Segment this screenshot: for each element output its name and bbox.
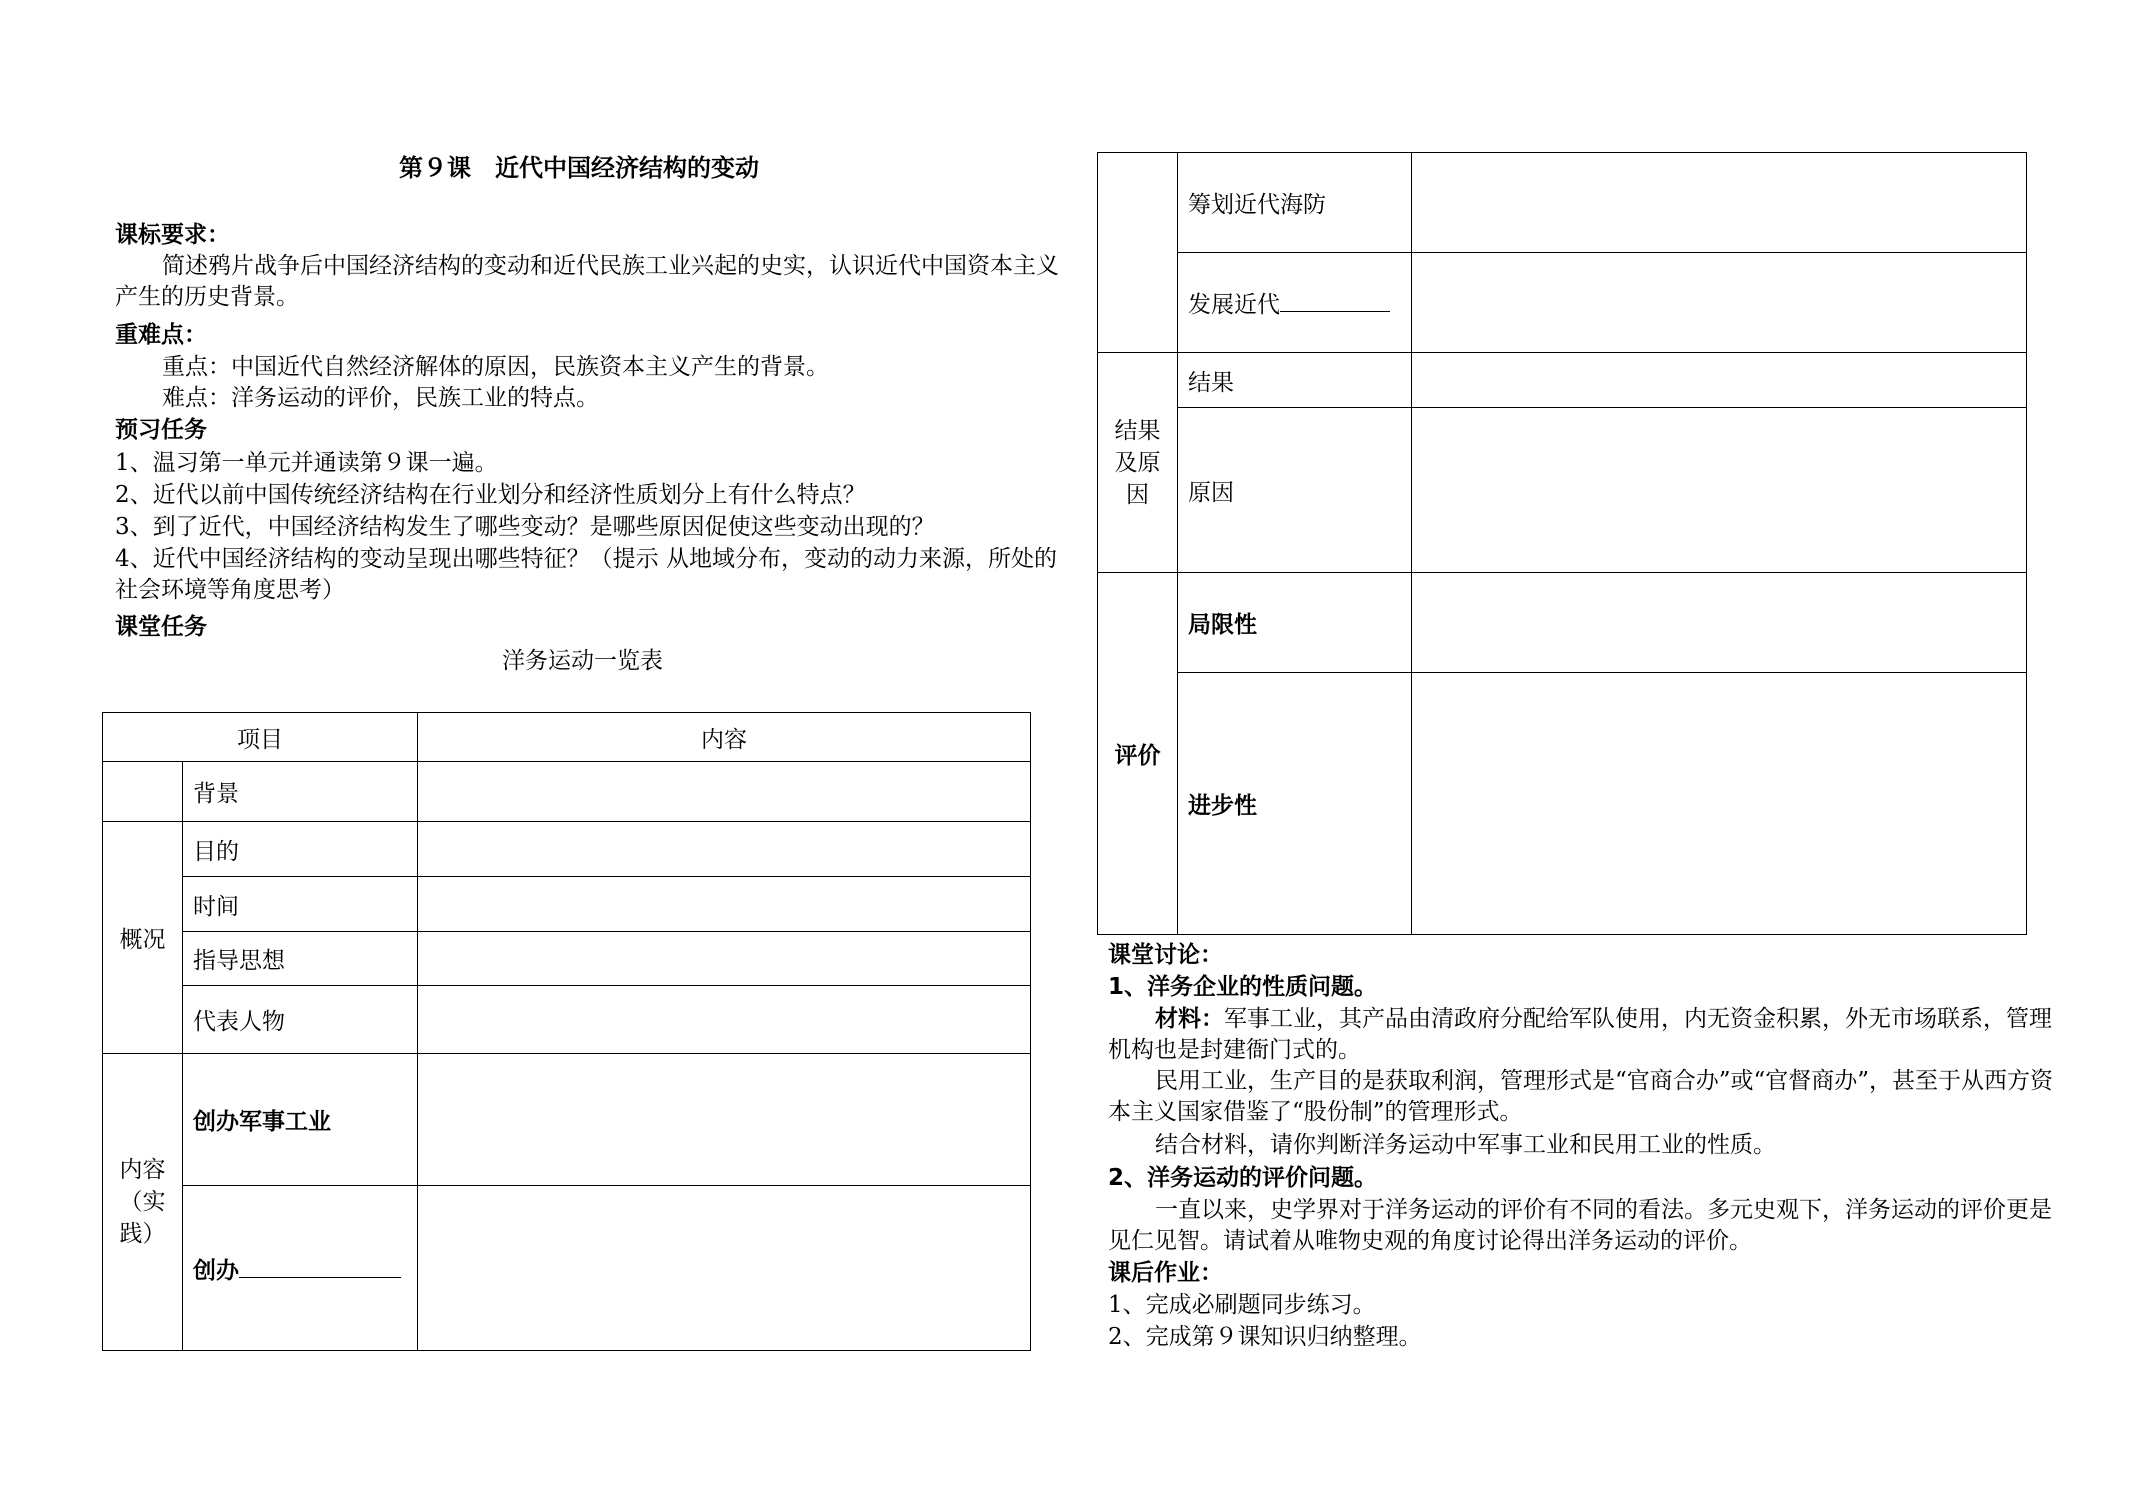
row-label-military: 创办军事工业 [183,1054,418,1186]
content-cell-figures [418,986,1031,1054]
discussion-heading: 课堂讨论： [1108,942,1223,968]
preview-item-4: 4、近代中国经济结构的变动呈现出哪些特征？（提示 从地域分布，变动的动力来源，所处的社会环境等角度思考） [115,546,1057,603]
row-label-figures: 代表人物 [183,986,418,1054]
yangwu-overview-table [102,712,1031,1351]
create-blank [239,1255,401,1278]
content-cell-background [418,762,1031,822]
result-label-line: 结果 [1114,417,1161,444]
blank-label-cell [103,762,183,822]
content-cell-progress [1412,673,2027,935]
content-cell-purpose [418,822,1031,877]
q2-paragraph: 一直以来，史学界对于洋务运动的评价有不同的看法。多元史观下，洋务运动的评价更是见仁见智。请试着从唯物史观的角度讨论得出洋务运动的评价。 [1108,1197,2052,1254]
row-label-background: 背景 [183,762,418,822]
difficulty-text: 难点：洋务运动的评价，民族工业的特点。 [162,385,599,411]
practice-group-label [103,1054,183,1351]
develop-blank [1280,289,1390,312]
row-label-create [183,1186,418,1351]
content-cell-military [418,1054,1031,1186]
key-points-heading: 重难点： [115,322,207,348]
content-cell-ideology [418,932,1031,986]
row-label-time: 时间 [183,877,418,932]
classroom-heading: 课堂任务 [115,614,207,640]
preview-item-3: 3、到了近代，中国经济结构发生了哪些变动？是哪些原因促使这些变动出现的？ [115,514,935,540]
preview-item-2: 2、近代以前中国传统经济结构在行业划分和经济性质划分上有什么特点？ [115,482,866,508]
content-cell-develop [1412,253,2027,353]
standards-text: 简述鸦片战争后中国经济结构的变动和近代民族工业兴起的史实，认识近代中国资本主义产生的历史背景。 [115,253,1059,310]
row-label-ideology: 指导思想 [183,932,418,986]
practice-label-line: 践） [119,1221,166,1247]
judge-paragraph: 结合材料，请你判断洋务运动中军事工业和民用工业的性质。 [1155,1132,1776,1158]
material-text: 军事工业，其产品由清政府分配给军队使用，内无资金积累，外无市场联系，管理机构也是封建衙门式的。 [1108,1006,2052,1063]
row-label-reason: 原因 [1178,408,1412,573]
page-title: 第９课 近代中国经济结构的变动 [399,154,759,182]
practice-label-line: （实 [119,1189,166,1215]
header-content: 内容 [418,713,1031,762]
homework-heading: 课后作业： [1108,1260,1223,1286]
focus-text: 重点：中国近代自然经济解体的原因，民族资本主义产生的背景。 [162,354,829,380]
discussion-q1-heading: 1、洋务企业的性质问题。 [1108,974,1378,1000]
civil-industry-paragraph: 民用工业，生产目的是获取利润，管理形式是“官商合办”或“官督商办”，甚至于从西方资本主义国家借鉴了“股份制”的管理形式。 [1108,1068,2054,1125]
row-label-result: 结果 [1178,353,1412,408]
row-label-develop [1178,253,1412,353]
row-label-navy: 筹划近代海防 [1178,153,1412,253]
result-label-line: 及原 [1114,449,1161,476]
content-cell-result [1412,353,2027,408]
result-label-line: 因 [1126,481,1149,508]
content-cell-create [418,1186,1031,1351]
content-cell-limitation [1412,573,2027,673]
discussion-q2-heading: 2、洋务运动的评价问题。 [1108,1165,1378,1191]
develop-prefix: 发展近代 [1188,292,1280,318]
row-label-limitation: 局限性 [1178,573,1412,673]
content-cell-time [418,877,1031,932]
table-caption: 洋务运动一览表 [502,648,663,674]
homework-item-1: 1、完成必刷题同步练习。 [1108,1292,1376,1318]
blank-label-cell [1098,153,1178,353]
row-label-progress: 进步性 [1178,673,1412,935]
header-item: 项目 [103,713,418,762]
material-label: 材料： [1155,1006,1224,1032]
preview-item-1: 1、温习第一单元并通读第９课一遍。 [115,450,498,476]
content-cell-navy [1412,153,2027,253]
homework-item-2: 2、完成第９课知识归纳整理。 [1108,1324,1422,1350]
yangwu-evaluation-table [1097,152,2027,935]
evaluation-group-label: 评价 [1098,573,1178,935]
overview-group-label: 概况 [103,822,183,1054]
standards-heading: 课标要求： [115,222,230,248]
create-prefix: 创办 [193,1257,239,1284]
result-group-label [1098,353,1178,573]
practice-label-line: 内容 [119,1157,166,1183]
content-cell-reason [1412,408,2027,573]
preview-heading: 预习任务 [115,417,207,443]
material-paragraph [1108,1004,2058,1066]
row-label-purpose: 目的 [183,822,418,877]
